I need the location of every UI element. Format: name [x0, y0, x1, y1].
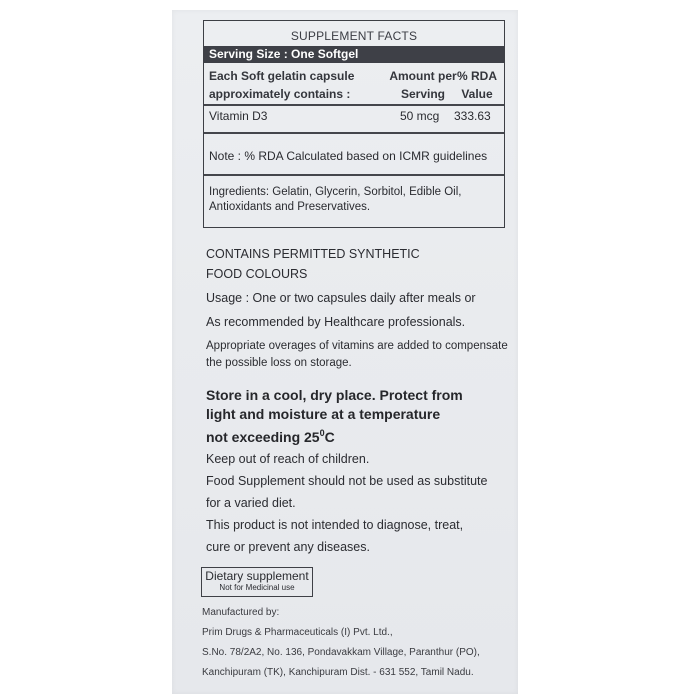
nutrient-rda: 333.63: [454, 109, 491, 123]
medicinal-disclaimer: Not for Medicinal use: [219, 583, 295, 592]
ingredients: Ingredients: Gelatin, Glycerin, Sorbitol, Edible Oil, Antioxidants and Preservatives.: [209, 186, 462, 213]
overages-line2: the possible loss on storage.: [206, 357, 352, 369]
facts-title: SUPPLEMENT FACTS: [290, 29, 418, 43]
rda-note: Note : % RDA Calculated based on ICMR guidelines: [209, 149, 488, 163]
degree-mark: 0: [319, 428, 325, 438]
manufacturer-name: Prim Drugs & Pharmaceuticals (I) Pvt. Ltd.,: [202, 627, 393, 638]
dietary-label: Dietary supplement: [205, 569, 309, 583]
nutrient-amount: 50 mcg: [400, 109, 440, 123]
storage-warning-line1: Store in a cool, dry place. Protect from: [206, 387, 463, 403]
substitute-line1: Food Supplement should not be used as substitute: [206, 474, 488, 488]
column-header-contents: Each Soft gelatin capsule approximately contains :: [209, 69, 355, 101]
manufacturer-address-line2: Kanchipuram (TK), Kanchipuram Dist. - 631 552, Tamil Nadu.: [202, 667, 474, 678]
column-header-rda: % RDA Value: [456, 69, 497, 101]
divider: [204, 174, 504, 176]
divider: [204, 104, 504, 106]
storage-warning-line3: not exceeding $25^0C$: [206, 428, 335, 445]
colours-statement-line1: CONTAINS PERMITTED SYNTHETIC: [206, 247, 420, 261]
dietary-supplement-box: [201, 567, 313, 597]
usage-line1: Usage : One or two capsules daily after meals or: [206, 291, 476, 305]
colours-statement-line2: FOOD COLOURS: [206, 267, 308, 281]
disclaimer-line2: cure or prevent any diseases.: [206, 540, 370, 554]
substitute-line2: for a varied diet.: [206, 496, 296, 510]
supplement-facts-panel: [203, 20, 505, 228]
background: [0, 0, 172, 700]
divider: [204, 132, 504, 134]
serving-size-bar: Serving Size : One Softgel: [204, 46, 504, 63]
usage-line2: As recommended by Healthcare professionals.: [206, 315, 466, 329]
column-header-amount: Amount per Serving: [389, 69, 457, 101]
overages-line1: Appropriate overages of vitamins are added to compensate: [206, 340, 508, 352]
children-warning: Keep out of reach of children.: [206, 452, 370, 466]
manufacturer-heading: Manufactured by:: [202, 607, 280, 618]
manufacturer-address-line1: S.No. 78/2A2, No. 136, Pondavakkam Village, Paranthur (PO),: [202, 647, 480, 658]
disclaimer-line1: This product is not intended to diagnose, treat,: [206, 518, 464, 532]
storage-warning-line2: light and moisture at a temperature: [206, 406, 441, 422]
nutrient-name: Vitamin D3: [209, 109, 268, 123]
